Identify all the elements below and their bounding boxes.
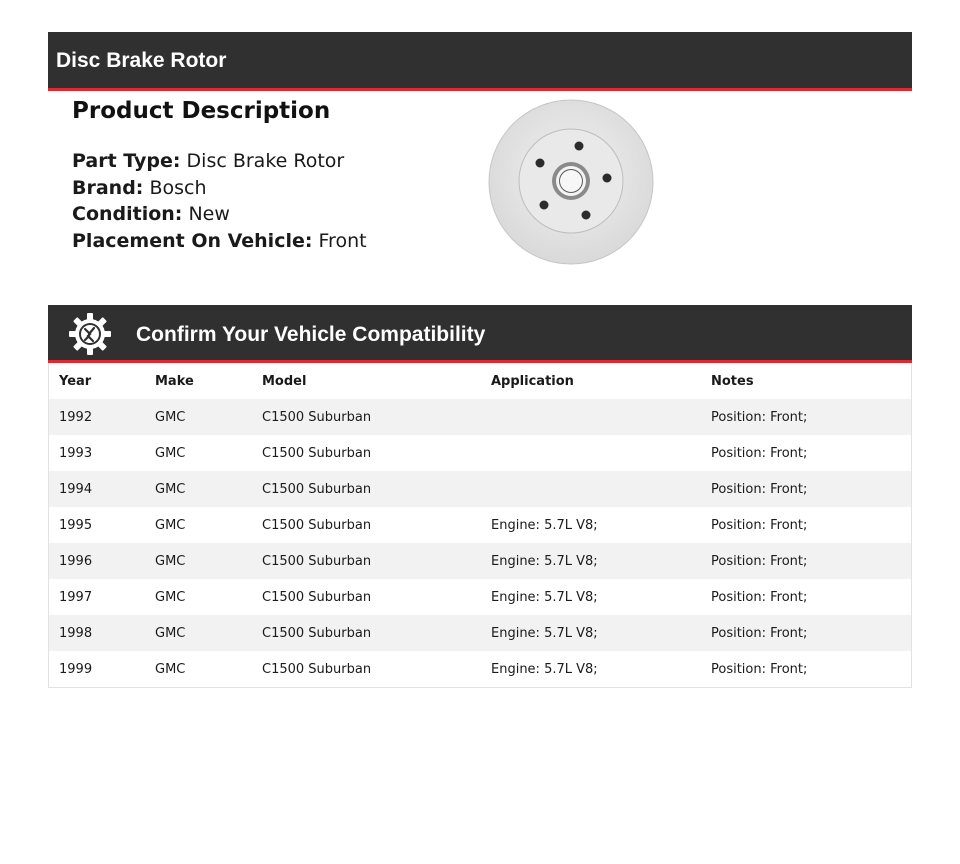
cell-application: Engine: 5.7L V8; <box>491 661 598 677</box>
spec-list <box>72 148 472 254</box>
cell-year: 1994 <box>59 481 93 497</box>
cell-notes: Position: Front; <box>711 517 808 533</box>
cell-application: Engine: 5.7L V8; <box>491 589 598 605</box>
cell-notes: Position: Front; <box>711 589 808 605</box>
cell-make: GMC <box>155 517 186 533</box>
cell-notes: Position: Front; <box>711 445 808 461</box>
cell-notes: Position: Front; <box>711 409 808 425</box>
table-row <box>49 543 911 579</box>
spec-part-type <box>72 148 472 175</box>
spec-placement <box>72 228 472 255</box>
cell-notes: Position: Front; <box>711 625 808 641</box>
cell-application <box>481 471 701 507</box>
table-row <box>49 471 911 507</box>
product-description <box>72 94 472 254</box>
table-row <box>49 507 911 543</box>
spec-brand <box>72 175 472 202</box>
table-header-row <box>49 363 911 399</box>
column-header-make: Make <box>155 373 194 389</box>
spec-value: New <box>188 203 230 225</box>
cell-year: 1996 <box>59 553 93 569</box>
cell-make: GMC <box>155 445 186 461</box>
cell-notes: Position: Front; <box>711 553 808 569</box>
spec-value: Bosch <box>149 176 207 199</box>
cell-make: GMC <box>155 589 186 605</box>
table-row <box>49 579 911 615</box>
spec-condition <box>72 201 472 228</box>
cell-make: GMC <box>155 553 186 569</box>
cell-make: GMC <box>155 661 186 677</box>
cell-notes: Position: Front; <box>711 481 808 497</box>
table-row <box>49 399 911 435</box>
cell-application: Engine: 5.7L V8; <box>491 553 598 569</box>
spec-value: Disc Brake Rotor <box>186 150 345 172</box>
cell-notes: Position: Front; <box>711 661 808 677</box>
cell-model: C1500 Suburban <box>262 553 372 569</box>
column-header-application: Application <box>491 373 574 389</box>
cell-model: C1500 Suburban <box>262 625 372 641</box>
spec-label: Placement On Vehicle: <box>72 229 313 252</box>
column-header-model: Model <box>262 373 307 389</box>
compatibility-bar <box>48 305 912 363</box>
table-row <box>49 651 911 687</box>
description-heading: Product Description <box>72 98 331 124</box>
cell-year: 1995 <box>59 517 93 533</box>
cell-year: 1997 <box>59 589 93 605</box>
cell-model: C1500 Suburban <box>262 661 372 677</box>
spec-label: Part Type: <box>72 150 181 172</box>
table-row <box>49 615 911 651</box>
cell-application: Engine: 5.7L V8; <box>491 517 598 533</box>
spec-label: Condition: <box>72 203 183 225</box>
column-header-notes: Notes <box>711 373 754 389</box>
cell-model: C1500 Suburban <box>262 517 372 533</box>
cell-year: 1992 <box>59 409 93 425</box>
cell-application <box>481 399 701 435</box>
cell-model: C1500 Suburban <box>262 481 372 497</box>
gear-icon <box>69 313 111 355</box>
cell-model: C1500 Suburban <box>262 409 372 425</box>
compatibility-title: Confirm Your Vehicle Compatibility <box>136 323 486 346</box>
column-header-year: Year <box>59 373 92 389</box>
cell-model: C1500 Suburban <box>262 445 372 461</box>
product-title-bar <box>48 32 912 91</box>
product-title: Disc Brake Rotor <box>56 49 227 72</box>
cell-year: 1999 <box>59 661 93 677</box>
cell-application: Engine: 5.7L V8; <box>491 625 598 641</box>
spec-value: Front <box>318 229 367 252</box>
compatibility-table <box>48 363 912 688</box>
cell-year: 1993 <box>59 445 93 461</box>
spec-label: Brand: <box>72 176 144 199</box>
table-row <box>49 435 911 471</box>
cell-make: GMC <box>155 481 186 497</box>
cell-year: 1998 <box>59 625 93 641</box>
cell-make: GMC <box>155 409 186 425</box>
brake-rotor-image <box>488 99 654 265</box>
cell-model: C1500 Suburban <box>262 589 372 605</box>
cell-application <box>481 435 701 471</box>
cell-make: GMC <box>155 625 186 641</box>
